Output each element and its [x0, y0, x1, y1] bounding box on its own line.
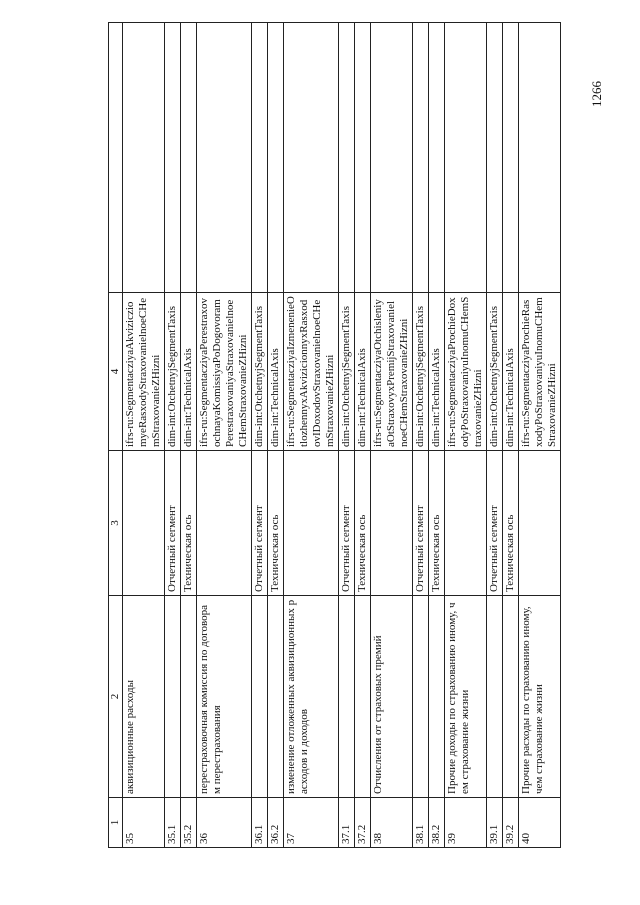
row-number: 39.2 — [503, 798, 519, 848]
row-code: dim-int:OtchetnyjSegmentTaxis — [413, 293, 429, 451]
row-member: Техническая ось — [268, 451, 284, 596]
row-name: перестраховочная комиссия по договорам перестрахования — [197, 596, 252, 798]
row-number: 35.2 — [181, 798, 197, 848]
table-row — [413, 23, 429, 848]
header-cell-3: 3 — [109, 451, 123, 596]
row-code: dim-int:OtchetnyjSegmentTaxis — [165, 293, 181, 451]
row-name: аквизиционные расходы — [123, 596, 165, 798]
row-member: Техническая ось — [503, 451, 519, 596]
table-frame — [108, 58, 566, 848]
row-code: ifrs-ru:SegmentacziyaProchieDoxodyPoStraxovaniyuInomuCHemStraxovanieZHizni — [445, 293, 487, 451]
row-number: 38.1 — [413, 798, 429, 848]
row-blank — [197, 23, 252, 293]
row-name: изменение отложенных аквизиционных расходов и доходов — [284, 596, 339, 798]
table-row — [487, 23, 503, 848]
table-row — [165, 23, 181, 848]
row-blank — [252, 23, 268, 293]
row-blank — [413, 23, 429, 293]
row-code: ifrs-ru:SegmentacziyaPerestraxovochnayaKomissiyaPoDogovoramPerestraxovaniyaStraxovanielnoeCHemStraxovanieZHizni — [197, 293, 252, 451]
row-member — [445, 451, 487, 596]
row-name — [487, 596, 503, 798]
table-row — [123, 23, 165, 848]
row-name: Отчисления от страховых премий — [371, 596, 413, 798]
row-number: 40 — [519, 798, 561, 848]
row-code: ifrs-ru:SegmentacziyaProchieRasxodyPoStraxovaniyuInomuCHemStraxovanieZHizni — [519, 293, 561, 451]
row-member: Отчетный сегмент — [413, 451, 429, 596]
row-member — [284, 451, 339, 596]
row-blank — [268, 23, 284, 293]
header-row — [109, 23, 123, 848]
row-code: ifrs-ru:SegmentacziyaIzmenenieOtlozhennyxAkvizicionnyxRasxodovIDoxodovStraxovanielnoeCHemStraxovanieZHizni — [284, 293, 339, 451]
row-name — [165, 596, 181, 798]
row-blank — [123, 23, 165, 293]
row-code: ifrs-ru:SegmentacziyaAkvizicziomyeRasxodyStraxovanielnoeCHemStraxovanieZHizni — [123, 293, 165, 451]
table-row — [284, 23, 339, 848]
row-name — [429, 596, 445, 798]
row-code: dim-int:OtchetnyjSegmentTaxis — [339, 293, 355, 451]
row-name — [355, 596, 371, 798]
page-number: 1266 — [589, 81, 604, 107]
row-number: 39.1 — [487, 798, 503, 848]
row-number: 37 — [284, 798, 339, 848]
row-blank — [487, 23, 503, 293]
row-code: dim-int:TechnicalAxis — [181, 293, 197, 451]
table-row — [181, 23, 197, 848]
table-row — [503, 23, 519, 848]
table-row — [371, 23, 413, 848]
header-cell-1: 1 — [109, 798, 123, 848]
row-name — [181, 596, 197, 798]
row-member: Отчетный сегмент — [252, 451, 268, 596]
row-number: 36.1 — [252, 798, 268, 848]
header-cell-blank — [109, 23, 123, 293]
row-number: 37.2 — [355, 798, 371, 848]
row-blank — [181, 23, 197, 293]
row-name — [413, 596, 429, 798]
row-member — [371, 451, 413, 596]
row-blank — [429, 23, 445, 293]
header-cell-4: 4 — [109, 293, 123, 451]
row-blank — [165, 23, 181, 293]
row-member: Отчетный сегмент — [487, 451, 503, 596]
row-number: 36.2 — [268, 798, 284, 848]
row-member: Техническая ось — [181, 451, 197, 596]
row-name — [268, 596, 284, 798]
table-row — [197, 23, 252, 848]
row-name — [339, 596, 355, 798]
row-number: 37.1 — [339, 798, 355, 848]
rotated-table-container — [108, 58, 566, 848]
row-blank — [519, 23, 561, 293]
row-blank — [339, 23, 355, 293]
row-name: Прочие расходы по страхованию иному, чем страхование жизни — [519, 596, 561, 798]
row-name — [252, 596, 268, 798]
row-number: 35.1 — [165, 798, 181, 848]
row-member: Отчетный сегмент — [165, 451, 181, 596]
row-code: dim-int:OtchetnyjSegmentTaxis — [252, 293, 268, 451]
row-number: 38.2 — [429, 798, 445, 848]
row-blank — [355, 23, 371, 293]
row-name — [503, 596, 519, 798]
row-number: 39 — [445, 798, 487, 848]
row-member — [519, 451, 561, 596]
row-code: dim-int:OtchetnyjSegmentTaxis — [487, 293, 503, 451]
row-code: ifrs-ru:SegmentacziyaOtchisleniyaOtStraxovyxPremijStraxovanielnoeCHemStraxovanieZHizni — [371, 293, 413, 451]
row-member: Техническая ось — [355, 451, 371, 596]
row-member — [123, 451, 165, 596]
row-code: dim-int:TechnicalAxis — [503, 293, 519, 451]
row-blank — [371, 23, 413, 293]
table-row — [252, 23, 268, 848]
row-blank — [445, 23, 487, 293]
row-number: 38 — [371, 798, 413, 848]
table-row — [429, 23, 445, 848]
row-blank — [503, 23, 519, 293]
table-row — [445, 23, 487, 848]
row-code: dim-int:TechnicalAxis — [429, 293, 445, 451]
table-row — [355, 23, 371, 848]
row-code: dim-int:TechnicalAxis — [268, 293, 284, 451]
taxonomy-table — [108, 22, 561, 848]
row-name: Прочие доходы по страхованию иному, чем страхование жизни — [445, 596, 487, 798]
row-number: 36 — [197, 798, 252, 848]
row-blank — [284, 23, 339, 293]
row-member: Отчетный сегмент — [339, 451, 355, 596]
table-row — [339, 23, 355, 848]
row-code: dim-int:TechnicalAxis — [355, 293, 371, 451]
row-member — [197, 451, 252, 596]
row-number: 35 — [123, 798, 165, 848]
table-row — [519, 23, 561, 848]
table-row — [268, 23, 284, 848]
header-cell-2: 2 — [109, 596, 123, 798]
row-member: Техническая ось — [429, 451, 445, 596]
